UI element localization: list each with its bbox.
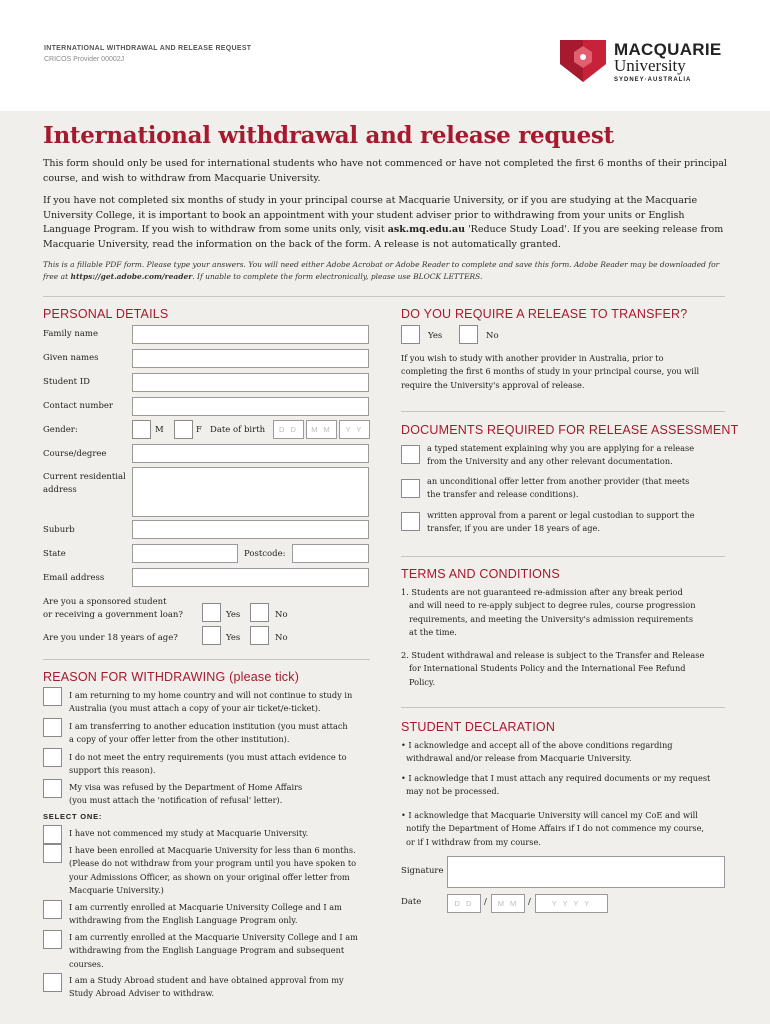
terms-item-2: 2. Student withdrawal and release is subject to the Transfer and Release for International Students Policy and the International Fee Refund Policy. [401, 650, 705, 687]
logo-location: SYDNEY·AUSTRALIA [614, 77, 692, 83]
select-not-commenced-text: I have not commenced my study at Macquarie University. [69, 828, 309, 838]
divider [401, 556, 725, 557]
postcode-input[interactable] [292, 544, 369, 563]
terms-item-1: 1. Students are not guaranteed re-admission after any break period and will need to re-apply subject to degree rules, course progression requirements, and meeting the University's admission requirements at the time. [401, 587, 696, 637]
select-not-commenced-checkbox[interactable] [43, 825, 62, 844]
intro-paragraph-1: This form should only be used for international students who have not commenced or have not completed the first 6 months of their principal course, and wish to withdraw from Macquarie University. [43, 158, 727, 184]
under18-no-checkbox[interactable] [250, 626, 269, 645]
logo-subword: University [614, 56, 686, 75]
divider [43, 659, 370, 660]
release-heading: DO YOU REQUIRE A RELEASE TO TRANSFER? [401, 307, 688, 321]
date-month-input[interactable]: M M [491, 894, 525, 913]
given-names-input[interactable] [132, 349, 369, 368]
address-input[interactable] [132, 467, 369, 517]
signature-input[interactable] [447, 856, 725, 888]
page-header [0, 0, 770, 111]
under18-label: Are you under 18 years of age? [43, 633, 178, 643]
under18-yes-checkbox[interactable] [202, 626, 221, 645]
select-elp-subsequent-checkbox[interactable] [43, 930, 62, 949]
select-elp-subsequent-text: I am currently enrolled at the Macquarie University College and I am withdrawing from the English Language Program and subsequent courses. [69, 932, 358, 969]
sponsored-no-label: No [275, 610, 288, 620]
select-elp-only-text: I am currently enrolled at Macquarie University College and I am withdrawing from the English Language Program only. [69, 902, 342, 926]
declaration-item-2: • I acknowledge that I must attach any required documents or my request may not be processed. [401, 773, 711, 797]
reason-visa-checkbox[interactable] [43, 779, 62, 798]
divider [401, 707, 725, 708]
suburb-input[interactable] [132, 520, 369, 539]
email-input[interactable] [132, 568, 369, 587]
release-yes-checkbox[interactable] [401, 325, 420, 344]
course-input[interactable] [132, 444, 369, 463]
declaration-item-1: • I acknowledge and accept all of the above conditions regarding withdrawal and/or release from Macquarie University. [401, 740, 673, 764]
dob-day-input[interactable]: D D [273, 420, 304, 439]
sponsored-label-2: or receiving a government loan? [43, 610, 183, 620]
reason-entry-req-checkbox[interactable] [43, 748, 62, 767]
page-title: International withdrawal and release request [43, 122, 614, 149]
sponsored-yes-label: Yes [226, 610, 241, 620]
select-less-6-months-checkbox[interactable] [43, 844, 62, 863]
family-name-label: Family name [43, 329, 99, 339]
reason-transfer-text: I am transferring to another education institution (you must attach a copy of your offer letter from the other institution). [69, 721, 348, 745]
contact-number-input[interactable] [132, 397, 369, 416]
fillable-note: This is a fillable PDF form. Please type your answers. You will need either Adobe Acrobat or Adobe Reader to complete and save this form. Adobe Reader may be downloaded for free at https://get.adobe.com/reader. If unable to complete the form electronically, please use BLOCK LETTERS. [43, 260, 720, 281]
gender-f-label: F [196, 425, 202, 435]
release-yes-label: Yes [428, 331, 443, 341]
dob-month-input[interactable]: M M [306, 420, 337, 439]
sponsored-yes-checkbox[interactable] [202, 603, 221, 622]
cricos-code: CRICOS Provider 00002J [44, 56, 125, 63]
reason-entry-req-text: I do not meet the entry requirements (you must attach evidence to support this reason). [69, 752, 347, 776]
reason-visa-text: My visa was refused by the Department of Home Affairs (you must attach the 'notification of refusal' letter). [69, 782, 303, 806]
state-input[interactable] [132, 544, 238, 563]
documents-heading: DOCUMENTS REQUIRED FOR RELEASE ASSESSMENT [401, 423, 739, 437]
signature-label: Signature [401, 866, 444, 876]
doc-statement-text: a typed statement explaining why you are applying for a release from the University and any other relevant documentation. [427, 443, 695, 467]
reason-heading: REASON FOR WITHDRAWING (please tick) [43, 670, 300, 684]
date-day-input[interactable]: D D [447, 894, 481, 913]
declaration-item-3: • I acknowledge that Macquarie University will cancel my CoE and will notify the Department of Home Affairs if I do not commence my course, or if I withdraw from my course. [401, 810, 705, 847]
gender-label: Gender: [43, 425, 78, 435]
logo-wordmark: MACQUARIE [614, 40, 722, 59]
gender-f-checkbox[interactable] [174, 420, 193, 439]
date-slash-2: / [528, 897, 531, 907]
terms-heading: TERMS AND CONDITIONS [401, 567, 560, 581]
postcode-label: Postcode: [244, 549, 286, 559]
sponsored-label-1: Are you a sponsored student [43, 597, 167, 607]
divider [401, 411, 725, 412]
adobe-link[interactable]: https://get.adobe.com/reader [70, 272, 193, 281]
date-slash-1: / [484, 897, 487, 907]
declaration-heading: STUDENT DECLARATION [401, 720, 556, 734]
given-names-label: Given names [43, 353, 99, 363]
select-one-label: SELECT ONE: [43, 812, 103, 821]
course-label: Course/degree [43, 449, 107, 459]
reason-return-home-checkbox[interactable] [43, 687, 62, 706]
personal-details-heading: PERSONAL DETAILS [43, 307, 169, 321]
doc-parent-approval-checkbox[interactable] [401, 512, 420, 531]
gender-m-label: M [155, 425, 164, 435]
address-label-2: address [43, 485, 77, 495]
email-label: Email address [43, 573, 105, 583]
university-crest-icon [560, 38, 606, 84]
state-label: State [43, 549, 66, 559]
sponsored-no-checkbox[interactable] [250, 603, 269, 622]
intro-paragraph-2: If you have not completed six months of study in your principal course at Macquarie University, or if you are studying at the Macquarie University College, it is important to book an appointment with your student adviser prior to withdrawing from your units or English Language Program. If you wish to withdraw from some units only, visit ask.mq.edu.au 'Reduce Study Load'. If you are seeking release from Macquarie University, read the information on the back of the form. A release is not automatically granted. [43, 195, 724, 250]
dob-year-input[interactable]: Y Y [339, 420, 370, 439]
date-year-input[interactable]: Y Y Y Y [535, 894, 608, 913]
release-no-label: No [486, 331, 499, 341]
form-code: INTERNATIONAL WITHDRAWAL AND RELEASE REQUEST [44, 45, 252, 52]
doc-offer-letter-text: an unconditional offer letter from another provider (that meets the transfer and release conditions). [427, 476, 690, 500]
ask-link[interactable]: ask.mq.edu.au [387, 224, 466, 235]
dob-label: Date of birth [210, 425, 266, 435]
select-study-abroad-checkbox[interactable] [43, 973, 62, 992]
under18-yes-label: Yes [226, 633, 241, 643]
gender-m-checkbox[interactable] [132, 420, 151, 439]
under18-no-label: No [275, 633, 288, 643]
address-label-1: Current residential [43, 472, 126, 482]
release-info: If you wish to study with another provider in Australia, prior to completing the first 6 months of study in your principal course, you will require the University's approval of release. [401, 353, 700, 390]
select-study-abroad-text: I am a Study Abroad student and have obtained approval from my Study Abroad Adviser to withdraw. [69, 975, 344, 999]
contact-number-label: Contact number [43, 401, 114, 411]
student-id-label: Student ID [43, 377, 90, 387]
divider [43, 296, 725, 297]
student-id-input[interactable] [132, 373, 369, 392]
doc-parent-approval-text: written approval from a parent or legal custodian to support the transfer, if you are under 18 years of age. [427, 510, 695, 534]
select-less-6-months-text: I have been enrolled at Macquarie University for less than 6 months. (Please do not withdraw from your program until you have spoken to your Admissions Officer, as shown on your original offer letter from Macquarie University.) [69, 845, 357, 895]
family-name-input[interactable] [132, 325, 369, 344]
date-label: Date [401, 897, 422, 907]
reason-transfer-checkbox[interactable] [43, 718, 62, 737]
suburb-label: Suburb [43, 525, 75, 535]
doc-statement-checkbox[interactable] [401, 445, 420, 464]
doc-offer-letter-checkbox[interactable] [401, 479, 420, 498]
reason-return-home-text: I am returning to my home country and will not continue to study in Australia (you must attach a copy of your air ticket/e-ticket). [69, 690, 353, 714]
release-no-checkbox[interactable] [459, 325, 478, 344]
select-elp-only-checkbox[interactable] [43, 900, 62, 919]
